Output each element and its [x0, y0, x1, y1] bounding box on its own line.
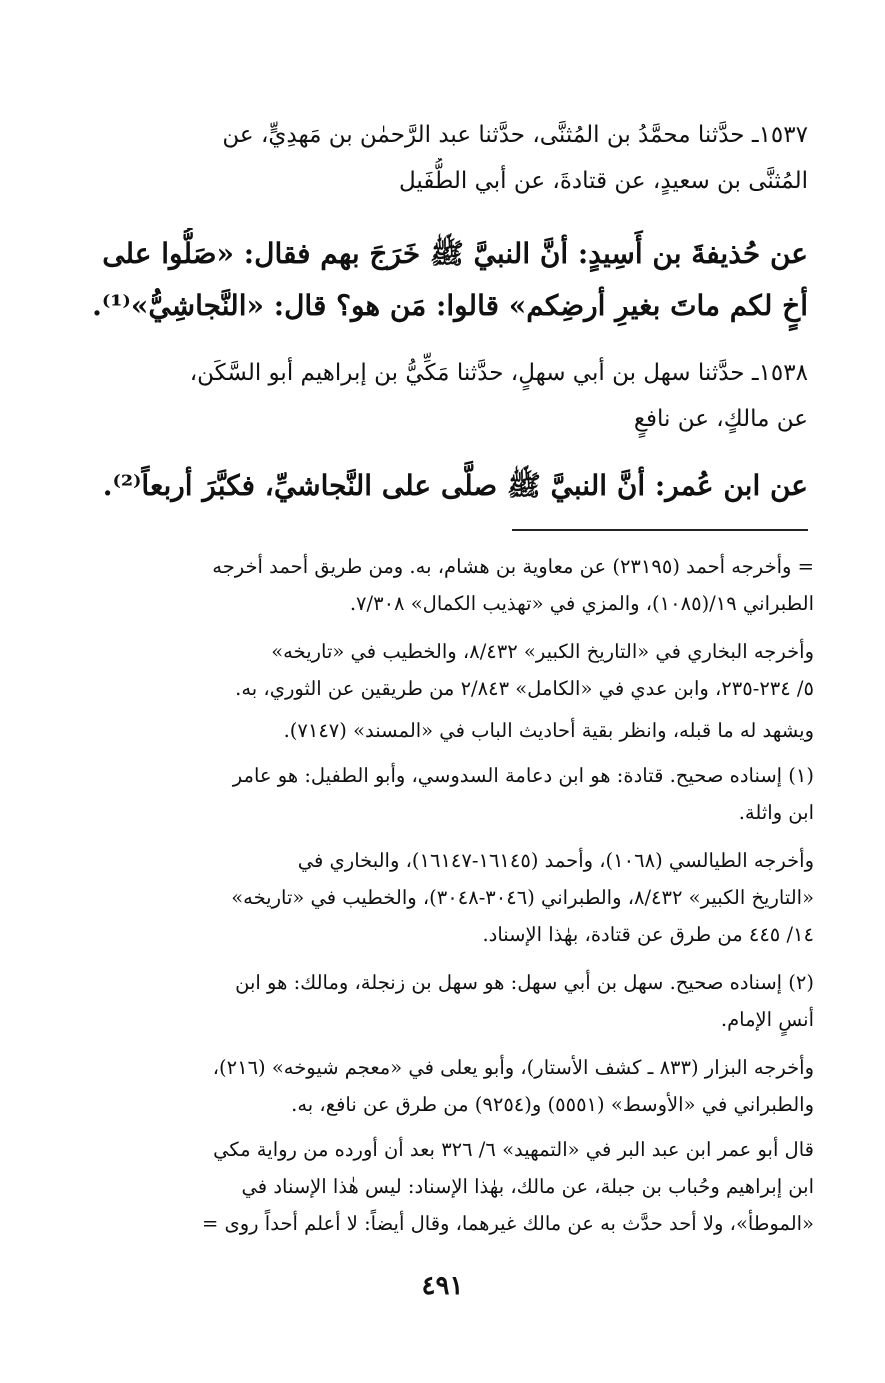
text-line: ١٥٣٧ـ حدَّثنا محمَّدُ بن المُثنَّى، حدَّثنا عبد الرَّحمٰن بن مَهدِيٍّ، عن [222, 122, 808, 148]
hadith-1537-matn [88, 228, 808, 332]
text-line: ابن إبراهيم وحُباب بن جبلة، عن مالك، بهٰذا الإسناد: ليس هٰذا الإسناد في [241, 1175, 814, 1198]
text-line: قال أبو عمر ابن عبد البر في «التمهيد» ٦/ ٣٢٦ بعد أن أورده من رواية مكي [213, 1138, 814, 1161]
text-line: ١٥٣٨ـ حدَّثنا سهل بن أبي سهلٍ، حدَّثنا مَكِّيُّ بن إبراهيم أبو السَّكَن، [189, 360, 808, 386]
footnote-continuation [90, 548, 814, 622]
hadith-1538-isnad [88, 350, 808, 442]
text-line: عن ابن عُمر: أنَّ النبيَّ ﷺ صلَّى على النَّجاشيِّ، فكبَّرَ أربعاً⁽²⁾. [102, 469, 808, 502]
text-line: ٥/ ٢٣٤-٢٣٥، وابن عدي في «الكامل» ٢/٨٤٣ من طريقين عن الثوري، به. [235, 677, 814, 700]
footnote-paragraph [90, 712, 814, 749]
hadith-1538-matn [88, 460, 808, 512]
text-line: ويشهد له ما قبله، وانظر بقية أحاديث الباب في «المسند» (٧١٤٧). [283, 719, 814, 742]
text-line: = وأخرجه أحمد (٢٣١٩٥) عن معاوية بن هشام، به. ومن طريق أحمد أخرجه [212, 555, 814, 578]
footnote-separator [512, 529, 808, 531]
text-line: (٢) إسناده صحيح. سهل بن أبي سهل: هو سهل بن زنجلة، ومالك: هو ابن [235, 971, 814, 994]
text-line: وأخرجه البزار (٨٣٣ ـ كشف الأستار)، وأبو يعلى في «معجم شيوخه» (٢١٦)، [212, 1056, 814, 1079]
footnote-paragraph [90, 1131, 814, 1242]
hadith-1537-isnad [88, 112, 808, 204]
footnote-paragraph [90, 633, 814, 707]
text-line: (١) إسناده صحيح. قتادة: هو ابن دعامة السدوسي، وأبو الطفيل: هو عامر [232, 764, 814, 787]
footnote-2 [90, 964, 814, 1038]
text-line: أنسٍ الإمام. [720, 1008, 814, 1031]
text-line: ١٤/ ٤٤٥ من طرق عن قتادة، بهٰذا الإسناد. [482, 923, 814, 946]
text-line: عن حُذيفةَ بن أَسِيدٍ: أنَّ النبيَّ ﷺ خَرَجَ بهم فقال: «صَلُّوا على [102, 237, 808, 270]
page-number: ٤٩١ [421, 1271, 464, 1301]
text-line: والطبراني في «الأوسط» (٥٥٥١) و(٩٢٥٤) من طرق عن نافع، به. [291, 1093, 814, 1116]
text-line: أخٍ لكم ماتَ بغيرِ أرضِكم» قالوا: مَن هو؟ قال: «النَّجاشِيُّ»⁽¹⁾. [92, 289, 808, 322]
text-line: الطبراني ١٩/(١٠٨٥)، والمزي في «تهذيب الكمال» ٧/٣٠٨. [349, 592, 814, 615]
text-line: «التاريخ الكبير» ٨/٤٣٢، والطبراني (٣٠٤٦-٣٠٤٨)، والخطيب في «تاريخه» [231, 886, 814, 909]
footnote-paragraph [90, 842, 814, 953]
footnote-1 [90, 757, 814, 831]
text-line: عن مالكٍ، عن نافعٍ [633, 406, 808, 432]
footnote-paragraph [90, 1049, 814, 1123]
text-line: ابن واثلة. [738, 801, 814, 824]
text-line: وأخرجه البخاري في «التاريخ الكبير» ٨/٤٣٢، والخطيب في «تاريخه» [271, 640, 814, 663]
text-line: المُثنَّى بن سعيدٍ، عن قتادةَ، عن أبي الطُّفَيل [399, 168, 808, 194]
text-line: وأخرجه الطيالسي (١٠٦٨)، وأحمد (١٦١٤٥-١٦١٤٧)، والبخاري في [297, 849, 814, 872]
text-line: «الموطأ»، ولا أحد حدَّث به عن مالك غيرهما، وقال أيضاً: لا أعلم أحداً روى = [201, 1212, 814, 1235]
